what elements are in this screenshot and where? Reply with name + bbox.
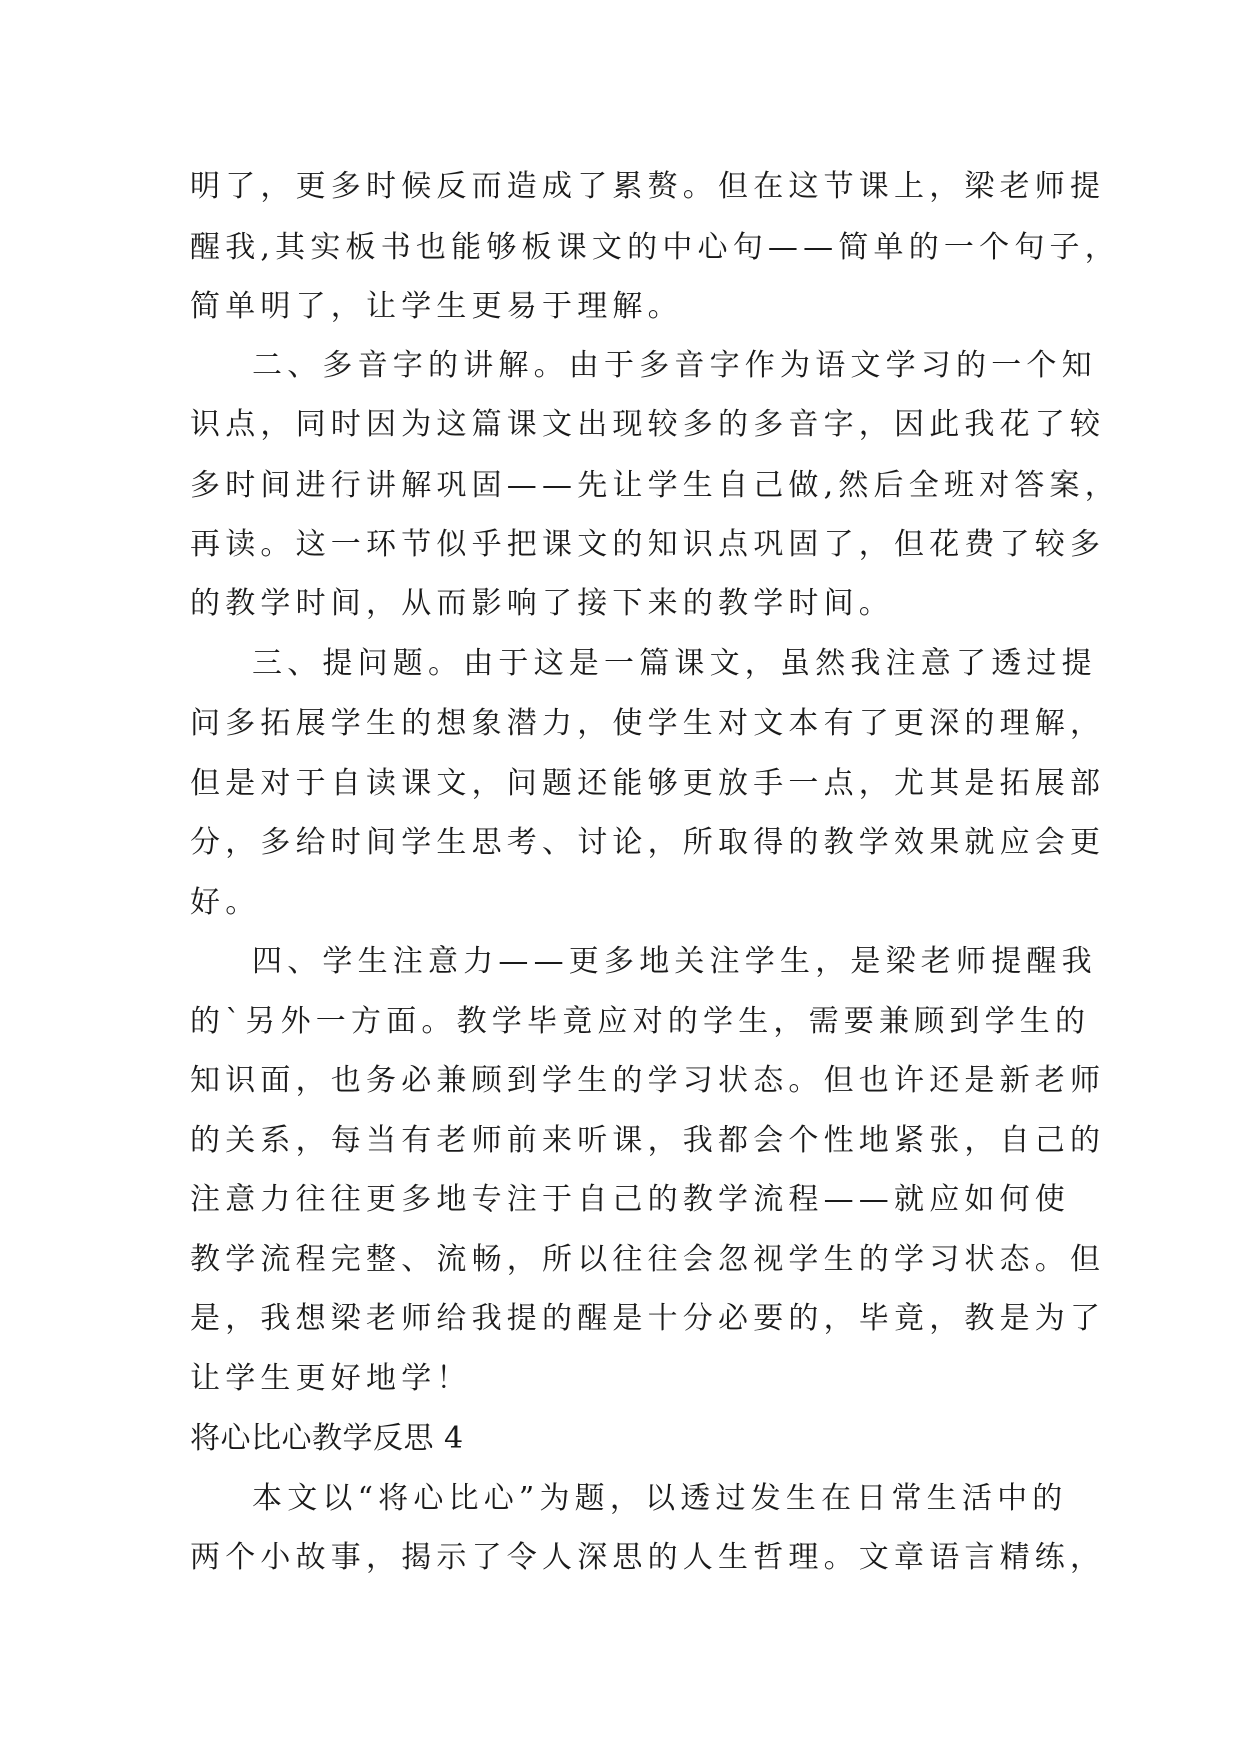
text-line: 教学流程完整、流畅，所以往往会忽视学生的学习状态。但 <box>190 1242 1106 1277</box>
text-line: 分，多给时间学生思考、讨论，所取得的教学效果就应会更 <box>190 825 1106 860</box>
text-line: 的关系，每当有老师前来听课，我都会个性地紧张，自己的 <box>190 1123 1106 1158</box>
text-line: 的教学时间，从而影响了接下来的教学时间。 <box>190 586 894 621</box>
text-line: 好。 <box>190 885 261 920</box>
text-line: 让学生更好地学！ <box>190 1361 472 1396</box>
text-line: 再读。这一环节似乎把课文的知识点巩固了，但花费了较多 <box>190 527 1106 562</box>
text-line: 问多拓展学生的想象潜力，使学生对文本有了更深的理解， <box>190 706 1106 741</box>
text-line: 两个小故事，揭示了令人深思的人生哲理。文章语言精练， <box>190 1540 1106 1575</box>
text-line: 简单明了，让学生更易于理解。 <box>190 289 683 324</box>
text-line: 注意力往往更多地专注于自己的教学流程——就应如何使 <box>190 1182 1070 1217</box>
text-line: 识点，同时因为这篇课文出现较多的多音字，因此我花了较 <box>190 407 1106 442</box>
paragraph-start-line: 四、学生注意力——更多地关注学生，是梁老师提醒我 <box>252 944 1097 979</box>
paragraph-start-line: 二、多音字的讲解。由于多音字作为语文学习的一个知 <box>252 348 1097 383</box>
paragraph-start-line: 本文以“将心比心”为题，以透过发生在日常生活中的 <box>252 1481 1068 1516</box>
section-heading: 将心比心教学反思 4 <box>190 1421 464 1456</box>
text-line: 知识面，也务必兼顾到学生的学习状态。但也许还是新老师 <box>190 1063 1106 1098</box>
text-line: 明了，更多时候反而造成了累赘。但在这节课上，梁老师提 <box>190 169 1106 204</box>
paragraph-start-line: 三、提问题。由于这是一篇课文，虽然我注意了透过提 <box>252 646 1097 681</box>
text-line: 但是对于自读课文，问题还能够更放手一点，尤其是拓展部 <box>190 766 1106 801</box>
text-line: 的`另外一方面。教学毕竟应对的学生，需要兼顾到学生的 <box>190 1004 1091 1039</box>
text-line: 多时间进行讲解巩固——先让学生自己做,然后全班对答案， <box>190 468 1120 503</box>
text-line: 醒我,其实板书也能够板课文的中心句——简单的一个句子， <box>190 230 1120 265</box>
text-line: 是，我想梁老师给我提的醒是十分必要的，毕竟，教是为了 <box>190 1301 1106 1336</box>
